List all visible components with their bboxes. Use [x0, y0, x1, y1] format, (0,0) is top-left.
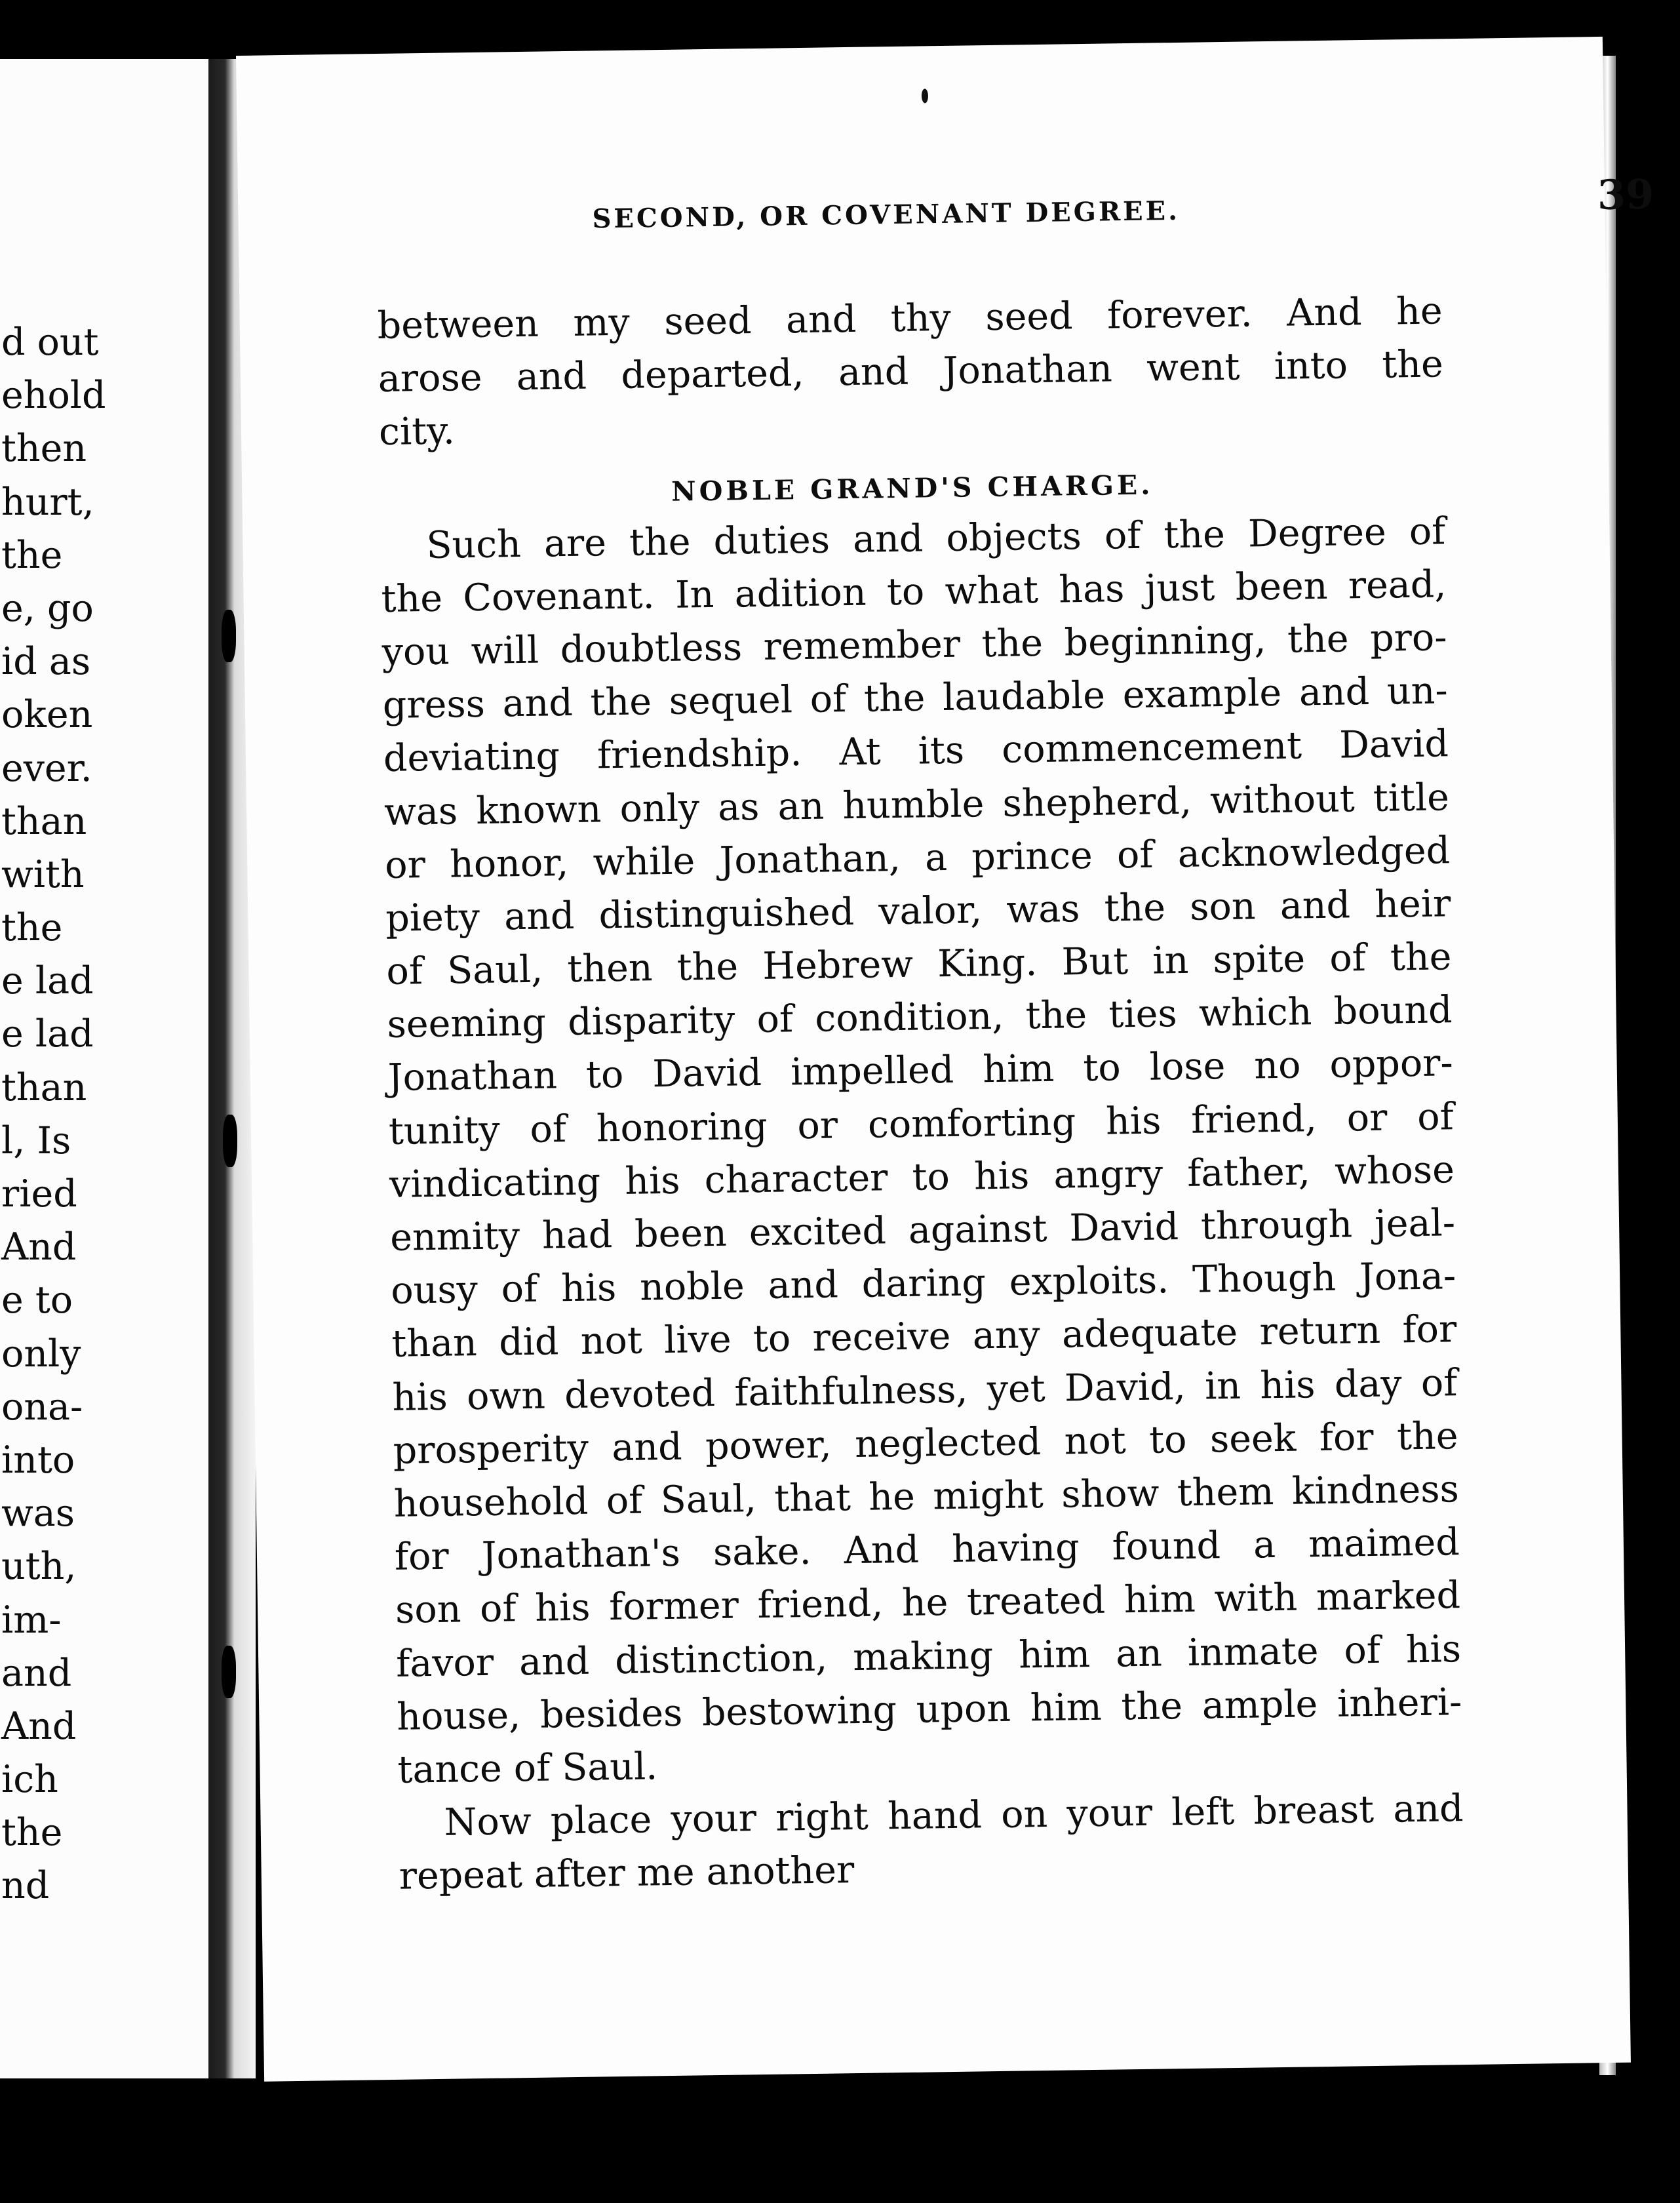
- left-page-line: than: [1, 799, 87, 843]
- text-line: you will doubtless remember the beginning, the pro-: [381, 616, 1447, 674]
- continuation-paragraph: [377, 285, 1444, 459]
- text-line: household of Saul, that he might show them kindness: [393, 1467, 1460, 1526]
- left-page-text-fragments: [0, 316, 208, 1913]
- text-line: was known only as an humble shepherd, without title: [383, 775, 1450, 834]
- left-page-line: then: [1, 427, 87, 471]
- left-page-line: into: [1, 1438, 75, 1482]
- text-line: favor and distinction, making him an inmate of his: [395, 1627, 1462, 1686]
- left-page-line: e lad: [1, 1012, 94, 1056]
- left-page-line: d out: [1, 321, 99, 364]
- text-line: repeat after me another: [399, 1848, 855, 1899]
- left-page-line: the: [1, 906, 63, 950]
- charge-paragraph: [380, 505, 1463, 1797]
- text-line: prosperity and power, neglected not to seek for the: [393, 1414, 1458, 1473]
- text-line: tunity of honoring or comforting his friend, or of: [388, 1094, 1455, 1153]
- text-line: or honor, while Jonathan, a prince of acknowledged: [384, 828, 1451, 887]
- text-line: piety and distinguished valor, was the son and heir: [385, 882, 1451, 940]
- left-facing-page: [0, 59, 208, 2078]
- left-page-line: And: [1, 1225, 77, 1269]
- page-number: 39: [1597, 170, 1654, 220]
- left-page-line: nd: [1, 1864, 50, 1908]
- text-line: ousy of his noble and daring exploits. Though Jona-: [390, 1254, 1456, 1313]
- text-line: enmity had been excited against David through jeal-: [389, 1201, 1456, 1260]
- left-page-line: than: [1, 1065, 87, 1109]
- left-page-line: And: [1, 1704, 77, 1748]
- text-line: house, besides bestowing upon him the ample inheri-: [396, 1680, 1462, 1739]
- text-line: between my seed and thy seed forever. And he: [377, 289, 1443, 348]
- left-page-line: ever.: [1, 746, 92, 790]
- left-page-line: the: [1, 1811, 63, 1855]
- text-line: than did not live to receive any adequate return for: [391, 1307, 1457, 1366]
- text-line: seeming disparity of condition, the ties which bound: [387, 988, 1453, 1047]
- left-page-line: ich: [1, 1758, 58, 1802]
- section-heading: NOBLE GRAND'S CHARGE.: [671, 469, 1154, 507]
- text-line: his own devoted faithfulness, yet David, in his day of: [392, 1360, 1458, 1419]
- left-page-line: hurt,: [1, 480, 94, 524]
- page-body: [377, 285, 1464, 1903]
- left-page-line: ehold: [1, 374, 106, 418]
- text-line: deviating friendship. At its commencement David: [383, 722, 1449, 781]
- text-line: gress and the sequel of the laudable example and un-: [382, 669, 1449, 728]
- text-line: vindicating his character to his angry father, whose: [389, 1148, 1455, 1206]
- text-line: Such are the duties and objects of the Degree of: [425, 509, 1446, 567]
- text-line: city.: [378, 409, 456, 454]
- text-line: arose and departed, and Jonathan went into the: [378, 342, 1444, 401]
- binding-stitch: [222, 610, 236, 662]
- left-page-line: e lad: [1, 959, 94, 1003]
- left-page-line: was: [1, 1492, 75, 1536]
- text-line: Jonathan to David impelled him to lose no oppor-: [387, 1041, 1454, 1100]
- text-line: Now place your right hand on your left breast and: [444, 1787, 1464, 1844]
- text-line: son of his former friend, he treated him with marked: [395, 1574, 1461, 1633]
- page-header: [592, 170, 1654, 251]
- text-line: the Covenant. In adition to what has just been read,: [381, 563, 1447, 621]
- left-page-line: uth,: [1, 1545, 77, 1589]
- left-page-line: only: [1, 1332, 81, 1376]
- right-page: [236, 37, 1654, 2082]
- left-page-line: ona-: [1, 1385, 83, 1429]
- left-page-line: and: [1, 1651, 72, 1695]
- ink-speck: [922, 89, 928, 103]
- left-page-line: ried: [1, 1172, 77, 1216]
- text-line: tance of Saul.: [397, 1745, 658, 1792]
- left-page-line: id as: [1, 640, 91, 684]
- left-page-line: im-: [1, 1598, 62, 1642]
- left-page-line: l, Is: [1, 1119, 71, 1162]
- left-page-line: e, go: [1, 586, 94, 630]
- binding-stitch: [222, 1646, 236, 1698]
- left-page-line: oken: [1, 693, 93, 737]
- running-head: SECOND, OR COVENANT DEGREE.: [592, 195, 1181, 235]
- text-line: for Jonathan's sake. And having found a maimed: [394, 1520, 1460, 1579]
- left-page-line: the: [1, 533, 63, 577]
- binding-stitch: [223, 1115, 237, 1167]
- instruction-paragraph: [398, 1782, 1464, 1903]
- left-page-line: with: [1, 852, 85, 896]
- text-line: of Saul, then the Hebrew King. But in spite of the: [386, 935, 1452, 993]
- left-page-line: e to: [1, 1279, 73, 1322]
